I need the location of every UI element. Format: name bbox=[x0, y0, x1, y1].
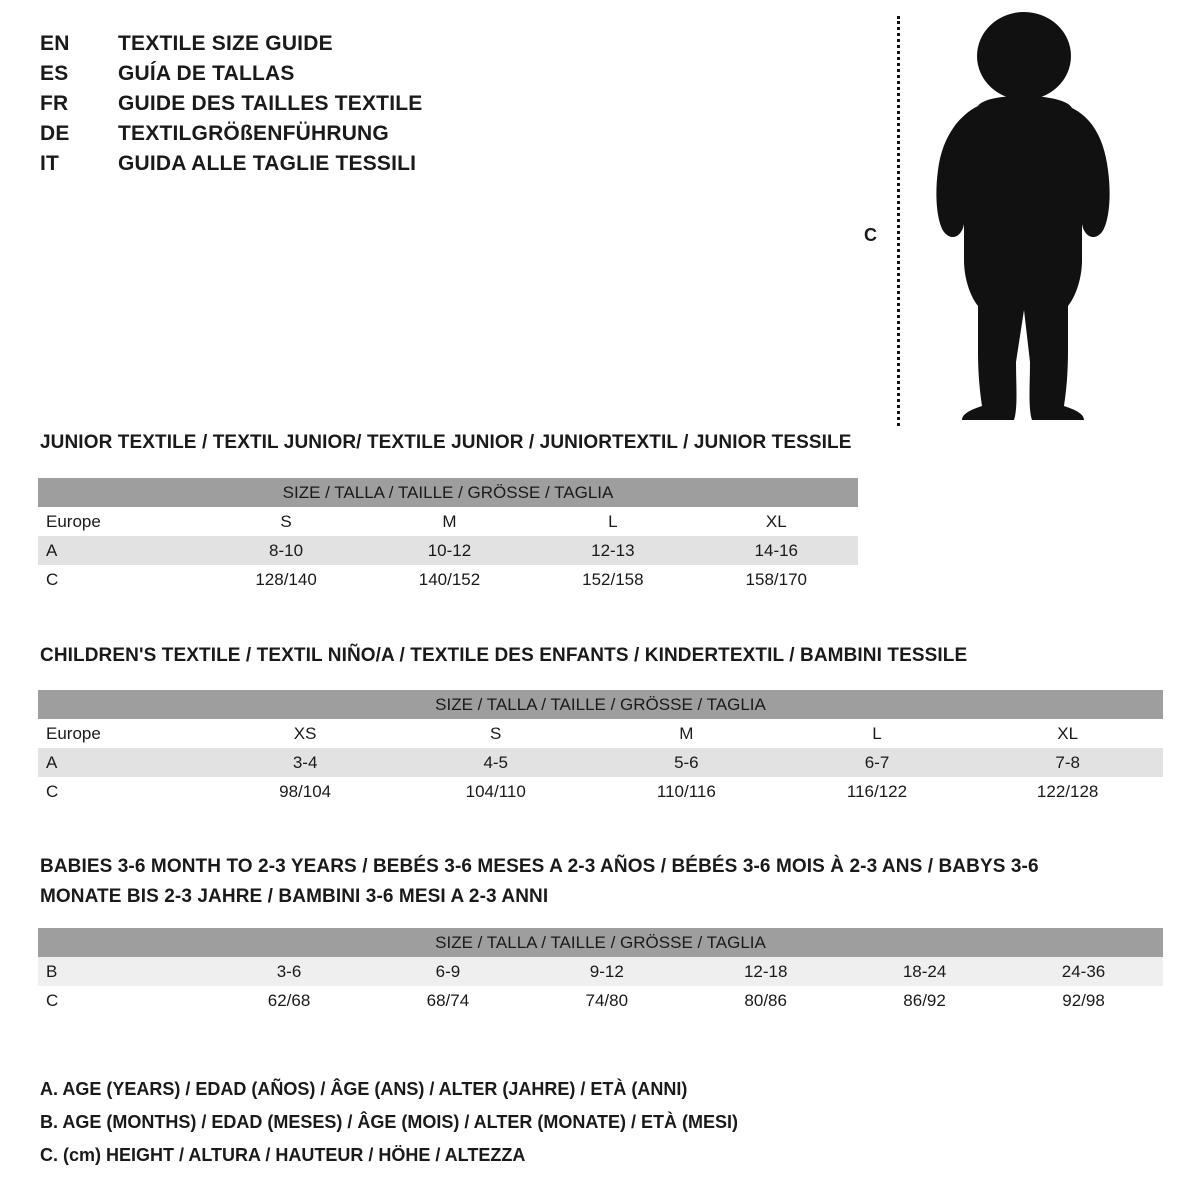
cell: L bbox=[531, 507, 694, 536]
cell: 8-10 bbox=[204, 536, 367, 565]
cell: 4-5 bbox=[400, 748, 591, 777]
table-row bbox=[38, 957, 1163, 986]
row-label: B bbox=[38, 957, 210, 986]
cell: S bbox=[204, 507, 367, 536]
cell: XL bbox=[695, 507, 858, 536]
cell: 18-24 bbox=[845, 957, 1004, 986]
table-band-header bbox=[38, 690, 1163, 719]
cell: 104/110 bbox=[400, 777, 591, 806]
row-label: C bbox=[38, 986, 210, 1015]
row-label: C bbox=[38, 777, 210, 806]
table-row bbox=[38, 986, 1163, 1015]
language-code: EN bbox=[40, 32, 70, 55]
cell: 3-6 bbox=[210, 957, 369, 986]
section-title-babies: BABIES 3-6 MONTH TO 2-3 YEARS / BEBÉS 3-6 MESES A 2-3 AÑOS / BÉBÉS 3-6 MOIS À 2-3 ANS / BABYS 3-6 MONATE BIS 2-3 JAHRE / BAMBINI 3-6 MESI A 2-3 ANNI bbox=[40, 856, 1039, 907]
language-title: GUIDA ALLE TAGLIE TESSILI bbox=[118, 152, 417, 175]
cell: 3-4 bbox=[210, 748, 401, 777]
legend-line-b: B. AGE (MONTHS) / EDAD (MESES) / ÂGE (MOIS) / ALTER (MONATE) / ETÀ (MESI) bbox=[40, 1112, 738, 1132]
cell: 92/98 bbox=[1004, 986, 1163, 1015]
cell: 6-7 bbox=[782, 748, 973, 777]
table-row bbox=[38, 565, 858, 594]
language-row-de bbox=[40, 122, 860, 152]
cell: 140/152 bbox=[368, 565, 531, 594]
row-label: A bbox=[38, 748, 210, 777]
cell: 116/122 bbox=[782, 777, 973, 806]
babies-size-table bbox=[38, 928, 1163, 1015]
cell: 110/116 bbox=[591, 777, 782, 806]
cell: L bbox=[782, 719, 973, 748]
cell: 6-9 bbox=[368, 957, 527, 986]
measurement-figure bbox=[864, 10, 1140, 430]
language-title: TEXTILE SIZE GUIDE bbox=[118, 32, 333, 55]
band-label: SIZE / TALLA / TAILLE / GRÖSSE / TAGLIA bbox=[38, 690, 1163, 719]
row-label: C bbox=[38, 565, 204, 594]
table-row bbox=[38, 536, 858, 565]
legend-line-a: A. AGE (YEARS) / EDAD (AÑOS) / ÂGE (ANS) / ALTER (JAHRE) / ETÀ (ANNI) bbox=[40, 1079, 688, 1099]
language-row-it bbox=[40, 152, 860, 182]
junior-size-table bbox=[38, 478, 858, 594]
legend-line-c: C. (cm) HEIGHT / ALTURA / HAUTEUR / HÖHE / ALTEZZA bbox=[40, 1145, 526, 1165]
language-row-es bbox=[40, 62, 860, 92]
language-title: GUÍA DE TALLAS bbox=[118, 62, 295, 85]
cell: 128/140 bbox=[204, 565, 367, 594]
language-title-block bbox=[40, 32, 860, 182]
band-label: SIZE / TALLA / TAILLE / GRÖSSE / TAGLIA bbox=[38, 928, 1163, 957]
row-label: A bbox=[38, 536, 204, 565]
cell: 86/92 bbox=[845, 986, 1004, 1015]
cell: 158/170 bbox=[695, 565, 858, 594]
height-measure-line bbox=[897, 16, 900, 426]
table-band-header bbox=[38, 478, 858, 507]
cell: M bbox=[368, 507, 531, 536]
cell: 122/128 bbox=[972, 777, 1163, 806]
language-code: DE bbox=[40, 122, 70, 145]
cell: 5-6 bbox=[591, 748, 782, 777]
cell: M bbox=[591, 719, 782, 748]
cell: XL bbox=[972, 719, 1163, 748]
language-title: TEXTILGRÖßENFÜHRUNG bbox=[118, 122, 389, 145]
table-row bbox=[38, 507, 858, 536]
cell: 62/68 bbox=[210, 986, 369, 1015]
band-label: SIZE / TALLA / TAILLE / GRÖSSE / TAGLIA bbox=[38, 478, 858, 507]
cell: 14-16 bbox=[695, 536, 858, 565]
row-label: Europe bbox=[38, 719, 210, 748]
language-code: FR bbox=[40, 92, 69, 115]
section-title-children: CHILDREN'S TEXTILE / TEXTIL NIÑO/A / TEXTILE DES ENFANTS / KINDERTEXTIL / BAMBINI TESSILE bbox=[40, 645, 968, 666]
section-title-junior: JUNIOR TEXTILE / TEXTIL JUNIOR/ TEXTILE JUNIOR / JUNIORTEXTIL / JUNIOR TESSILE bbox=[40, 432, 852, 453]
cell: 10-12 bbox=[368, 536, 531, 565]
language-row-fr bbox=[40, 92, 860, 122]
language-code: IT bbox=[40, 152, 60, 175]
cell: 80/86 bbox=[686, 986, 845, 1015]
cell: 24-36 bbox=[1004, 957, 1163, 986]
height-measure-label: C bbox=[864, 225, 877, 245]
cell: S bbox=[400, 719, 591, 748]
cell: 12-18 bbox=[686, 957, 845, 986]
language-row-en bbox=[40, 32, 860, 62]
child-silhouette-icon bbox=[916, 10, 1131, 430]
table-row bbox=[38, 777, 1163, 806]
table-row bbox=[38, 719, 1163, 748]
language-code: ES bbox=[40, 62, 69, 85]
cell: 98/104 bbox=[210, 777, 401, 806]
children-size-table bbox=[38, 690, 1163, 806]
cell: 68/74 bbox=[368, 986, 527, 1015]
table-band-header bbox=[38, 928, 1163, 957]
cell: XS bbox=[210, 719, 401, 748]
language-title: GUIDE DES TAILLES TEXTILE bbox=[118, 92, 423, 115]
cell: 74/80 bbox=[527, 986, 686, 1015]
legend-block bbox=[40, 1073, 1140, 1172]
cell: 12-13 bbox=[531, 536, 694, 565]
cell: 152/158 bbox=[531, 565, 694, 594]
cell: 7-8 bbox=[972, 748, 1163, 777]
table-row bbox=[38, 748, 1163, 777]
cell: 9-12 bbox=[527, 957, 686, 986]
row-label: Europe bbox=[38, 507, 204, 536]
